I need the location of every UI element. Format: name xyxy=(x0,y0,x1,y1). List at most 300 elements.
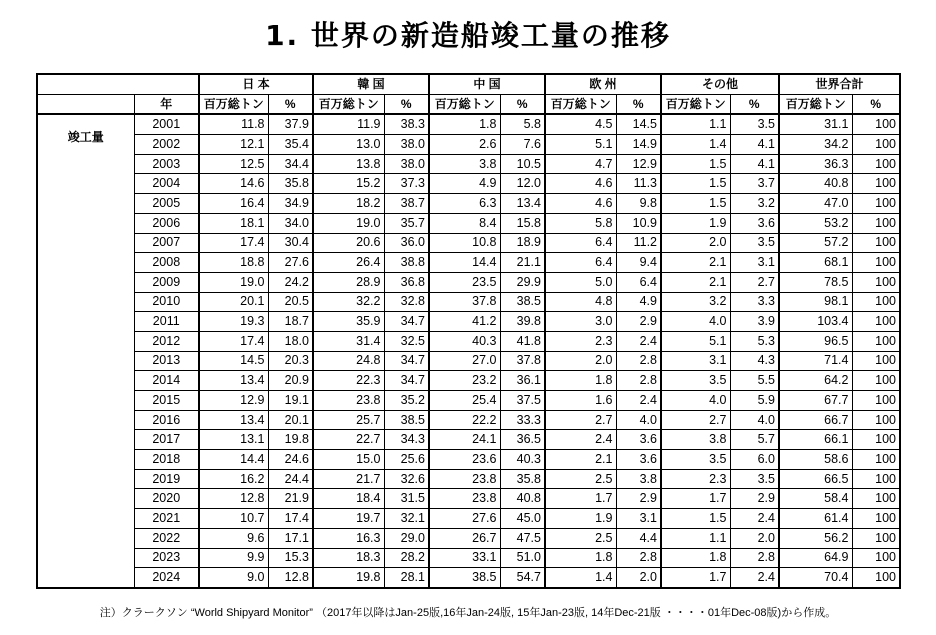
table-row xyxy=(37,114,900,134)
value-ton-cell: 4.0 xyxy=(661,312,730,332)
table-row xyxy=(37,489,900,509)
table-row xyxy=(37,135,900,155)
value-pct-cell: 2.8 xyxy=(616,548,661,568)
value-ton-cell: 1.9 xyxy=(661,213,730,233)
value-pct-cell: 3.6 xyxy=(616,450,661,470)
value-pct-cell: 4.1 xyxy=(730,154,779,174)
value-ton-cell: 14.5 xyxy=(199,351,268,371)
table-row xyxy=(37,174,900,194)
table-row xyxy=(37,371,900,391)
shipbuilding-table xyxy=(36,73,901,589)
value-pct-cell: 4.9 xyxy=(616,292,661,312)
value-ton-cell: 31.4 xyxy=(313,331,384,351)
value-pct-cell: 2.9 xyxy=(616,489,661,509)
year-cell: 2011 xyxy=(134,312,199,332)
table-row xyxy=(37,509,900,529)
value-pct-cell: 100 xyxy=(852,410,900,430)
value-ton-cell: 9.9 xyxy=(199,548,268,568)
value-pct-cell: 36.5 xyxy=(500,430,545,450)
value-ton-cell: 96.5 xyxy=(779,331,852,351)
header-group-row xyxy=(37,74,900,94)
value-pct-cell: 5.3 xyxy=(730,331,779,351)
value-ton-cell: 41.2 xyxy=(429,312,500,332)
value-ton-cell: 61.4 xyxy=(779,509,852,529)
value-pct-cell: 15.3 xyxy=(268,548,313,568)
value-ton-cell: 5.8 xyxy=(545,213,616,233)
value-ton-cell: 18.8 xyxy=(199,253,268,273)
value-ton-cell: 24.8 xyxy=(313,351,384,371)
value-ton-cell: 66.1 xyxy=(779,430,852,450)
value-ton-cell: 67.7 xyxy=(779,391,852,411)
value-pct-cell: 20.5 xyxy=(268,292,313,312)
year-cell: 2022 xyxy=(134,528,199,548)
value-pct-cell: 2.4 xyxy=(730,509,779,529)
value-ton-cell: 3.8 xyxy=(429,154,500,174)
value-ton-cell: 1.6 xyxy=(545,391,616,411)
table-row xyxy=(37,233,900,253)
value-pct-cell: 3.1 xyxy=(730,253,779,273)
value-pct-cell: 21.1 xyxy=(500,253,545,273)
table-row xyxy=(37,253,900,273)
value-ton-cell: 58.4 xyxy=(779,489,852,509)
value-ton-cell: 1.8 xyxy=(545,548,616,568)
value-pct-cell: 37.9 xyxy=(268,114,313,134)
value-ton-cell: 1.5 xyxy=(661,194,730,214)
value-pct-cell: 4.4 xyxy=(616,528,661,548)
value-ton-cell: 3.8 xyxy=(661,430,730,450)
value-pct-cell: 45.0 xyxy=(500,509,545,529)
value-pct-cell: 4.1 xyxy=(730,135,779,155)
value-ton-cell: 14.4 xyxy=(199,450,268,470)
value-pct-cell: 7.6 xyxy=(500,135,545,155)
value-pct-cell: 100 xyxy=(852,450,900,470)
header-unit-row xyxy=(37,94,900,114)
value-pct-cell: 100 xyxy=(852,194,900,214)
value-pct-cell: 35.4 xyxy=(268,135,313,155)
value-pct-cell: 33.3 xyxy=(500,410,545,430)
value-ton-cell: 2.0 xyxy=(545,351,616,371)
value-ton-cell: 58.6 xyxy=(779,450,852,470)
value-pct-cell: 5.9 xyxy=(730,391,779,411)
value-pct-cell: 3.5 xyxy=(730,114,779,134)
value-ton-cell: 40.3 xyxy=(429,331,500,351)
value-pct-cell: 3.7 xyxy=(730,174,779,194)
header-unit-pct: % xyxy=(730,94,779,114)
year-cell: 2008 xyxy=(134,253,199,273)
value-pct-cell: 19.8 xyxy=(268,430,313,450)
value-ton-cell: 1.7 xyxy=(661,489,730,509)
value-ton-cell: 27.0 xyxy=(429,351,500,371)
value-ton-cell: 5.1 xyxy=(661,331,730,351)
value-ton-cell: 23.8 xyxy=(429,469,500,489)
value-ton-cell: 2.3 xyxy=(661,469,730,489)
value-pct-cell: 100 xyxy=(852,312,900,332)
value-pct-cell: 20.1 xyxy=(268,410,313,430)
value-pct-cell: 11.3 xyxy=(616,174,661,194)
value-ton-cell: 6.3 xyxy=(429,194,500,214)
value-ton-cell: 37.8 xyxy=(429,292,500,312)
value-pct-cell: 9.4 xyxy=(616,253,661,273)
value-pct-cell: 36.0 xyxy=(384,233,429,253)
value-pct-cell: 10.9 xyxy=(616,213,661,233)
header-unit-ton: 百万総トン xyxy=(429,94,500,114)
value-ton-cell: 12.1 xyxy=(199,135,268,155)
header-unit-pct: % xyxy=(268,94,313,114)
year-cell: 2007 xyxy=(134,233,199,253)
table-row xyxy=(37,450,900,470)
value-ton-cell: 26.4 xyxy=(313,253,384,273)
value-pct-cell: 12.9 xyxy=(616,154,661,174)
header-unit-ton: 百万総トン xyxy=(779,94,852,114)
value-pct-cell: 37.5 xyxy=(500,391,545,411)
header-group: 韓 国 xyxy=(313,74,429,94)
value-ton-cell: 16.3 xyxy=(313,528,384,548)
value-pct-cell: 100 xyxy=(852,469,900,489)
value-ton-cell: 1.1 xyxy=(661,528,730,548)
value-pct-cell: 100 xyxy=(852,272,900,292)
value-pct-cell: 38.5 xyxy=(500,292,545,312)
value-pct-cell: 100 xyxy=(852,509,900,529)
value-ton-cell: 19.0 xyxy=(313,213,384,233)
value-pct-cell: 36.8 xyxy=(384,272,429,292)
value-pct-cell: 3.8 xyxy=(616,469,661,489)
value-pct-cell: 100 xyxy=(852,568,900,588)
value-ton-cell: 33.1 xyxy=(429,548,500,568)
value-ton-cell: 1.1 xyxy=(661,114,730,134)
value-ton-cell: 14.6 xyxy=(199,174,268,194)
value-pct-cell: 24.4 xyxy=(268,469,313,489)
value-ton-cell: 2.0 xyxy=(661,233,730,253)
value-pct-cell: 38.3 xyxy=(384,114,429,134)
value-ton-cell: 98.1 xyxy=(779,292,852,312)
value-pct-cell: 100 xyxy=(852,548,900,568)
value-pct-cell: 100 xyxy=(852,114,900,134)
value-ton-cell: 24.1 xyxy=(429,430,500,450)
value-ton-cell: 25.7 xyxy=(313,410,384,430)
header-group: 欧 州 xyxy=(545,74,661,94)
value-ton-cell: 17.4 xyxy=(199,331,268,351)
table-row xyxy=(37,410,900,430)
value-ton-cell: 20.1 xyxy=(199,292,268,312)
year-cell: 2013 xyxy=(134,351,199,371)
year-cell: 2019 xyxy=(134,469,199,489)
value-ton-cell: 11.9 xyxy=(313,114,384,134)
value-pct-cell: 34.7 xyxy=(384,371,429,391)
value-pct-cell: 35.8 xyxy=(500,469,545,489)
value-pct-cell: 20.3 xyxy=(268,351,313,371)
value-ton-cell: 14.4 xyxy=(429,253,500,273)
value-ton-cell: 19.3 xyxy=(199,312,268,332)
year-cell: 2016 xyxy=(134,410,199,430)
header-blank xyxy=(37,74,199,94)
value-pct-cell: 2.9 xyxy=(730,489,779,509)
value-ton-cell: 1.5 xyxy=(661,174,730,194)
value-pct-cell: 35.8 xyxy=(268,174,313,194)
header-unit-ton: 百万総トン xyxy=(661,94,730,114)
value-pct-cell: 20.9 xyxy=(268,371,313,391)
value-ton-cell: 13.0 xyxy=(313,135,384,155)
value-ton-cell: 23.6 xyxy=(429,450,500,470)
value-ton-cell: 13.4 xyxy=(199,410,268,430)
table-row xyxy=(37,213,900,233)
value-ton-cell: 71.4 xyxy=(779,351,852,371)
value-pct-cell: 17.4 xyxy=(268,509,313,529)
value-pct-cell: 10.5 xyxy=(500,154,545,174)
value-ton-cell: 5.1 xyxy=(545,135,616,155)
value-ton-cell: 38.5 xyxy=(429,568,500,588)
value-pct-cell: 31.5 xyxy=(384,489,429,509)
value-pct-cell: 54.7 xyxy=(500,568,545,588)
header-unit-pct: % xyxy=(500,94,545,114)
value-ton-cell: 6.4 xyxy=(545,233,616,253)
value-pct-cell: 36.1 xyxy=(500,371,545,391)
value-ton-cell: 1.7 xyxy=(661,568,730,588)
value-pct-cell: 34.7 xyxy=(384,351,429,371)
value-ton-cell: 18.3 xyxy=(313,548,384,568)
value-ton-cell: 9.0 xyxy=(199,568,268,588)
value-ton-cell: 13.1 xyxy=(199,430,268,450)
value-pct-cell: 100 xyxy=(852,528,900,548)
value-pct-cell: 38.0 xyxy=(384,154,429,174)
value-ton-cell: 70.4 xyxy=(779,568,852,588)
footnote: 注）クラークソン “World Shipyard Monitor” （2017年以降はJan-25版,16年Jan-24版, 15年Jan-23版, 14年Dec-21版 ・・・・01年Dec-08版)から作成。 xyxy=(99,607,837,619)
value-pct-cell: 28.2 xyxy=(384,548,429,568)
value-pct-cell: 13.4 xyxy=(500,194,545,214)
value-ton-cell: 35.9 xyxy=(313,312,384,332)
header-unit-pct: % xyxy=(852,94,900,114)
table-row xyxy=(37,272,900,292)
table-row xyxy=(37,194,900,214)
value-pct-cell: 34.3 xyxy=(384,430,429,450)
value-ton-cell: 1.8 xyxy=(429,114,500,134)
value-pct-cell: 100 xyxy=(852,174,900,194)
year-cell: 2010 xyxy=(134,292,199,312)
value-pct-cell: 38.0 xyxy=(384,135,429,155)
value-pct-cell: 2.4 xyxy=(616,391,661,411)
value-ton-cell: 53.2 xyxy=(779,213,852,233)
value-ton-cell: 17.4 xyxy=(199,233,268,253)
value-pct-cell: 18.7 xyxy=(268,312,313,332)
table-row xyxy=(37,351,900,371)
value-ton-cell: 103.4 xyxy=(779,312,852,332)
value-pct-cell: 2.8 xyxy=(730,548,779,568)
value-pct-cell: 100 xyxy=(852,135,900,155)
value-ton-cell: 22.2 xyxy=(429,410,500,430)
value-ton-cell: 25.4 xyxy=(429,391,500,411)
value-ton-cell: 12.8 xyxy=(199,489,268,509)
value-pct-cell: 100 xyxy=(852,253,900,273)
value-pct-cell: 38.5 xyxy=(384,410,429,430)
value-pct-cell: 47.5 xyxy=(500,528,545,548)
value-ton-cell: 23.2 xyxy=(429,371,500,391)
value-pct-cell: 100 xyxy=(852,213,900,233)
value-ton-cell: 36.3 xyxy=(779,154,852,174)
value-pct-cell: 100 xyxy=(852,154,900,174)
value-pct-cell: 38.8 xyxy=(384,253,429,273)
header-category-blank xyxy=(37,94,134,114)
value-pct-cell: 34.0 xyxy=(268,213,313,233)
value-ton-cell: 20.6 xyxy=(313,233,384,253)
year-cell: 2012 xyxy=(134,331,199,351)
value-pct-cell: 2.7 xyxy=(730,272,779,292)
value-ton-cell: 4.6 xyxy=(545,174,616,194)
value-ton-cell: 66.5 xyxy=(779,469,852,489)
table-row xyxy=(37,548,900,568)
value-ton-cell: 2.7 xyxy=(545,410,616,430)
value-pct-cell: 2.9 xyxy=(616,312,661,332)
value-ton-cell: 2.5 xyxy=(545,469,616,489)
value-pct-cell: 14.9 xyxy=(616,135,661,155)
value-pct-cell: 34.9 xyxy=(268,194,313,214)
value-pct-cell: 100 xyxy=(852,489,900,509)
value-ton-cell: 13.4 xyxy=(199,371,268,391)
value-pct-cell: 34.7 xyxy=(384,312,429,332)
value-ton-cell: 1.8 xyxy=(545,371,616,391)
value-ton-cell: 64.9 xyxy=(779,548,852,568)
value-ton-cell: 26.7 xyxy=(429,528,500,548)
value-ton-cell: 1.5 xyxy=(661,154,730,174)
value-pct-cell: 100 xyxy=(852,371,900,391)
value-ton-cell: 3.0 xyxy=(545,312,616,332)
value-pct-cell: 2.8 xyxy=(616,351,661,371)
header-group: 中 国 xyxy=(429,74,545,94)
value-ton-cell: 28.9 xyxy=(313,272,384,292)
value-pct-cell: 4.3 xyxy=(730,351,779,371)
value-ton-cell: 23.8 xyxy=(429,489,500,509)
value-ton-cell: 4.9 xyxy=(429,174,500,194)
value-pct-cell: 32.8 xyxy=(384,292,429,312)
value-ton-cell: 66.7 xyxy=(779,410,852,430)
value-ton-cell: 56.2 xyxy=(779,528,852,548)
table-row xyxy=(37,154,900,174)
value-ton-cell: 2.3 xyxy=(545,331,616,351)
year-cell: 2003 xyxy=(134,154,199,174)
header-unit-pct: % xyxy=(616,94,661,114)
value-ton-cell: 15.2 xyxy=(313,174,384,194)
year-cell: 2005 xyxy=(134,194,199,214)
value-pct-cell: 19.1 xyxy=(268,391,313,411)
value-ton-cell: 23.5 xyxy=(429,272,500,292)
value-pct-cell: 9.8 xyxy=(616,194,661,214)
value-pct-cell: 3.3 xyxy=(730,292,779,312)
year-cell: 2001 xyxy=(134,114,199,134)
year-cell: 2006 xyxy=(134,213,199,233)
value-ton-cell: 9.6 xyxy=(199,528,268,548)
value-ton-cell: 1.9 xyxy=(545,509,616,529)
value-ton-cell: 2.1 xyxy=(661,253,730,273)
value-ton-cell: 3.1 xyxy=(661,351,730,371)
value-pct-cell: 100 xyxy=(852,331,900,351)
value-pct-cell: 100 xyxy=(852,292,900,312)
value-pct-cell: 3.6 xyxy=(616,430,661,450)
header-unit-ton: 百万総トン xyxy=(199,94,268,114)
value-pct-cell: 35.2 xyxy=(384,391,429,411)
value-pct-cell: 6.0 xyxy=(730,450,779,470)
value-ton-cell: 2.1 xyxy=(661,272,730,292)
table-row xyxy=(37,528,900,548)
value-ton-cell: 4.8 xyxy=(545,292,616,312)
value-ton-cell: 23.8 xyxy=(313,391,384,411)
value-pct-cell: 25.6 xyxy=(384,450,429,470)
value-ton-cell: 16.2 xyxy=(199,469,268,489)
year-cell: 2020 xyxy=(134,489,199,509)
value-pct-cell: 100 xyxy=(852,430,900,450)
value-pct-cell: 3.6 xyxy=(730,213,779,233)
value-pct-cell: 38.7 xyxy=(384,194,429,214)
value-ton-cell: 78.5 xyxy=(779,272,852,292)
value-ton-cell: 47.0 xyxy=(779,194,852,214)
value-pct-cell: 100 xyxy=(852,391,900,411)
value-pct-cell: 12.0 xyxy=(500,174,545,194)
table-row xyxy=(37,292,900,312)
value-pct-cell: 32.6 xyxy=(384,469,429,489)
value-ton-cell: 34.2 xyxy=(779,135,852,155)
value-pct-cell: 32.5 xyxy=(384,331,429,351)
value-pct-cell: 3.5 xyxy=(730,233,779,253)
value-ton-cell: 19.0 xyxy=(199,272,268,292)
value-ton-cell: 27.6 xyxy=(429,509,500,529)
value-ton-cell: 57.2 xyxy=(779,233,852,253)
value-pct-cell: 5.8 xyxy=(500,114,545,134)
value-ton-cell: 1.4 xyxy=(661,135,730,155)
page-title: 1. 世界の新造船竣工量の推移 xyxy=(265,19,671,52)
value-ton-cell: 31.1 xyxy=(779,114,852,134)
value-ton-cell: 2.4 xyxy=(545,430,616,450)
value-pct-cell: 18.9 xyxy=(500,233,545,253)
table-row xyxy=(37,469,900,489)
value-ton-cell: 19.7 xyxy=(313,509,384,529)
value-pct-cell: 12.8 xyxy=(268,568,313,588)
value-pct-cell: 2.8 xyxy=(616,371,661,391)
value-ton-cell: 40.8 xyxy=(779,174,852,194)
value-pct-cell: 3.5 xyxy=(730,469,779,489)
table-row xyxy=(37,568,900,588)
value-pct-cell: 3.9 xyxy=(730,312,779,332)
value-pct-cell: 24.2 xyxy=(268,272,313,292)
value-pct-cell: 100 xyxy=(852,233,900,253)
value-pct-cell: 51.0 xyxy=(500,548,545,568)
value-ton-cell: 18.1 xyxy=(199,213,268,233)
value-pct-cell: 28.1 xyxy=(384,568,429,588)
value-ton-cell: 68.1 xyxy=(779,253,852,273)
value-pct-cell: 34.4 xyxy=(268,154,313,174)
year-cell: 2024 xyxy=(134,568,199,588)
value-ton-cell: 1.8 xyxy=(661,548,730,568)
value-pct-cell: 3.1 xyxy=(616,509,661,529)
table-row xyxy=(37,391,900,411)
value-pct-cell: 100 xyxy=(852,351,900,371)
value-pct-cell: 18.0 xyxy=(268,331,313,351)
value-ton-cell: 32.2 xyxy=(313,292,384,312)
value-ton-cell: 2.5 xyxy=(545,528,616,548)
year-cell: 2017 xyxy=(134,430,199,450)
value-ton-cell: 2.1 xyxy=(545,450,616,470)
value-ton-cell: 12.9 xyxy=(199,391,268,411)
value-ton-cell: 4.5 xyxy=(545,114,616,134)
year-cell: 2014 xyxy=(134,371,199,391)
value-ton-cell: 2.6 xyxy=(429,135,500,155)
value-ton-cell: 10.7 xyxy=(199,509,268,529)
header-group: 世界合計 xyxy=(779,74,900,94)
value-pct-cell: 41.8 xyxy=(500,331,545,351)
table-row xyxy=(37,430,900,450)
year-cell: 2009 xyxy=(134,272,199,292)
value-ton-cell: 1.4 xyxy=(545,568,616,588)
value-pct-cell: 29.9 xyxy=(500,272,545,292)
year-cell: 2015 xyxy=(134,391,199,411)
value-pct-cell: 40.8 xyxy=(500,489,545,509)
value-ton-cell: 18.4 xyxy=(313,489,384,509)
